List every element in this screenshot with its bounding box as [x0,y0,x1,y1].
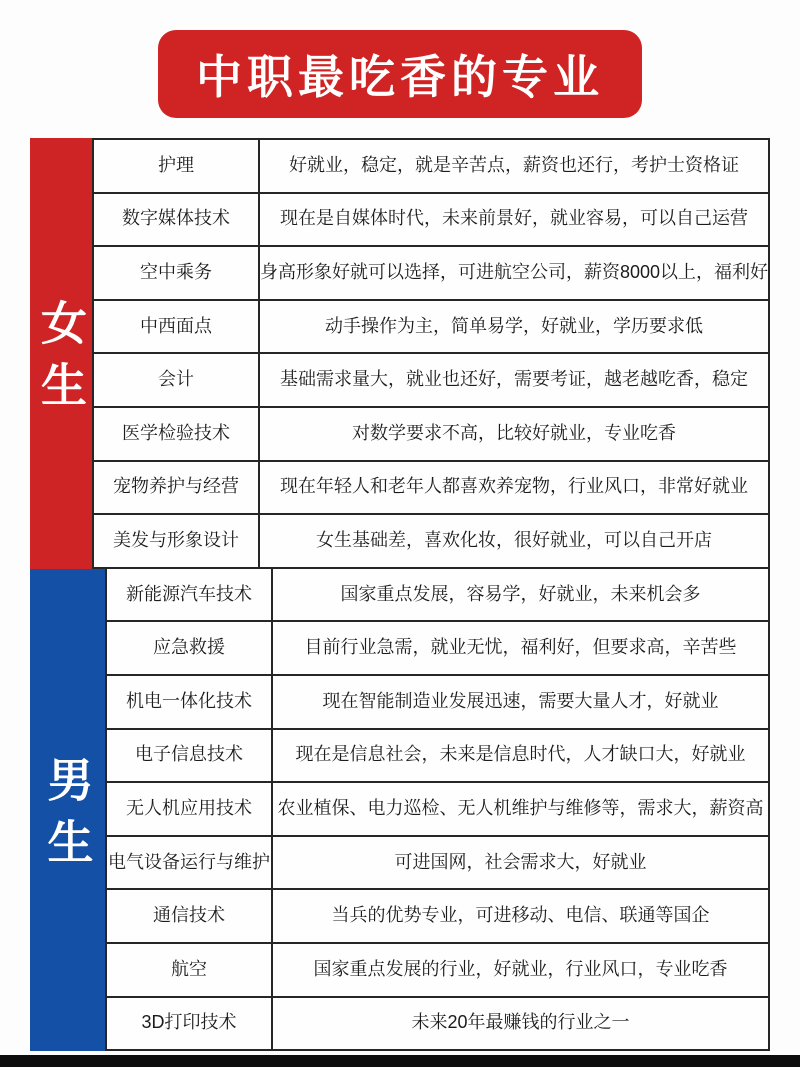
description-cell: 当兵的优势专业，可进移动、电信、联通等国企 [331,905,710,926]
description-cell: 基础需求量大，就业也还好，需要考证，越老越吃香，稳定 [279,369,748,390]
table-row [94,515,768,569]
table-row [107,890,768,944]
major-cell: 3D打印技术 [107,998,273,1050]
major-cell: 数字媒体技术 [94,194,260,246]
description-cell: 好就业，稳定，就是辛苦点，薪资也还行，考护士资格证 [288,154,739,175]
table-row [94,301,768,355]
major-cell: 美发与形象设计 [94,515,260,567]
description-cell: 身高形象好就可以选择，可进航空公司，薪资8000以上，福利好 [259,262,768,283]
description-cell: 国家重点发展，容易学，好就业，未来机会多 [340,583,701,604]
major-cell: 机电一体化技术 [107,676,273,728]
major-cell: 中西面点 [94,301,260,353]
boys-rows [105,569,770,1051]
major-cell: 应急救援 [107,622,273,674]
table-row [107,783,768,837]
boys-section-bar [30,569,105,1051]
table-row [107,837,768,891]
footer-bar [0,1055,800,1067]
table-row [94,408,768,462]
boys-section-label: 男生 [41,755,94,880]
description-cell: 现在年轻人和老年人都喜欢养宠物，行业风口，非常好就业 [279,476,748,497]
description-cell: 未来20年最赚钱的行业之一 [411,1012,630,1033]
description-cell: 对数学要求不高，比较好就业，专业吃香 [351,422,676,443]
description-cell: 目前行业急需，就业无忧，福利好，但要求高，辛苦些 [304,637,737,658]
table-row [107,569,768,623]
page-title: 中职最吃香的专业 [196,51,604,103]
table-row [107,730,768,784]
description-cell: 现在智能制造业发展迅速，需要大量人才，好就业 [322,690,719,711]
table-row [94,462,768,516]
girls-section-label: 女生 [34,299,87,424]
table-row [107,622,768,676]
major-cell: 新能源汽车技术 [107,569,273,621]
major-cell: 护理 [94,140,260,192]
description-cell: 女生基础差，喜欢化妆，很好就业，可以自己开店 [315,530,712,551]
major-cell: 空中乘务 [94,247,260,299]
girls-rows [92,138,770,569]
table-row [94,247,768,301]
major-cell: 航空 [107,944,273,996]
description-cell: 可进国网，社会需求大，好就业 [394,851,647,872]
major-cell: 会计 [94,354,260,406]
table-row [107,944,768,998]
major-cell: 无人机应用技术 [107,783,273,835]
description-cell: 现在是信息社会，未来是信息时代，人才缺口大，好就业 [295,744,746,765]
table-row [94,354,768,408]
table-row [94,140,768,194]
major-cell: 通信技术 [107,890,273,942]
major-cell: 医学检验技术 [94,408,260,460]
girls-section-bar [30,138,92,569]
major-cell: 电气设备运行与维护 [107,837,273,889]
table-row [94,194,768,248]
description-cell: 动手操作为主，简单易学，好就业，学历要求低 [324,315,703,336]
description-cell: 农业植保、电力巡检、无人机维护与维修等，需求大，薪资高 [277,798,764,819]
title-banner [158,30,642,118]
boys-section [30,569,770,1051]
major-cell: 宠物养护与经营 [94,462,260,514]
table-row [107,998,768,1052]
description-cell: 国家重点发展的行业，好就业，行业风口，专业吃香 [313,958,728,979]
majors-table [30,138,770,1051]
major-cell: 电子信息技术 [107,730,273,782]
table-row [107,676,768,730]
description-cell: 现在是自媒体时代，未来前景好，就业容易，可以自己运营 [279,208,748,229]
girls-section [30,138,770,569]
